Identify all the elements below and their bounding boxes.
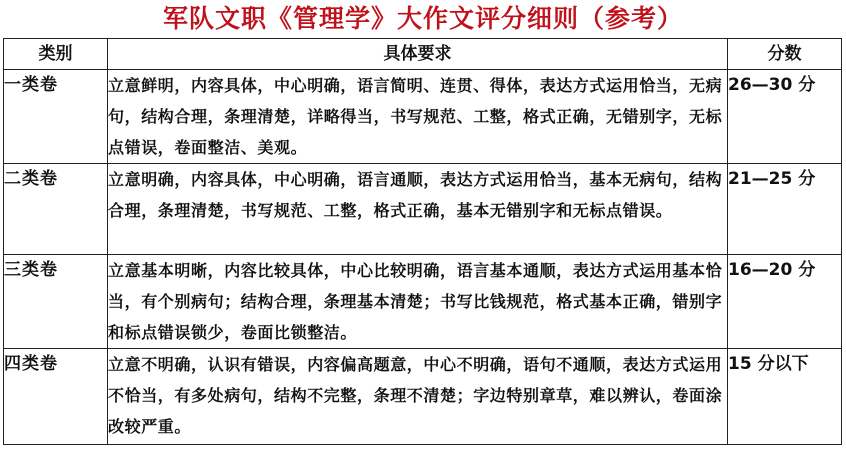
- row-requirements: 立意基本明晰，内容比较具体，中心比较明确，语言基本通顺，表达方式运用基本恰当，有个别病句；结构合理，条理基本清楚；书写比钱规范，格式基本正确，错别字和标点错误锁少，卷面比锁整洁。: [108, 255, 728, 349]
- row-score: 21—25 分: [728, 164, 842, 255]
- row-category: 一类卷: [4, 70, 108, 164]
- row-requirements: 立意不明确，认识有错误，内容偏高题意，中心不明确，语句不通顺，表达方式运用不恰当，有多处病句，结构不完整，条理不清楚；字边特别章草，难以辨认，卷面涂改较严重。: [108, 349, 728, 445]
- table-row: [4, 255, 842, 349]
- table-header-row: [4, 39, 842, 70]
- row-category: 四类卷: [4, 349, 108, 445]
- row-category: 二类卷: [4, 164, 108, 255]
- header-category: 类别: [4, 39, 108, 70]
- scoring-rubric-table: [3, 38, 842, 445]
- table-row: [4, 164, 842, 255]
- header-requirements: 具体要求: [108, 39, 728, 70]
- row-requirements: 立意鲜明，内容具体，中心明确，语言简明、连贯、得体，表达方式运用恰当，无病句，结构合理，条理清楚，详略得当，书写规范、工整，格式正确，无错别字，无标点错误，卷面整洁、美观。: [108, 70, 728, 164]
- header-score: 分数: [728, 39, 842, 70]
- row-score: 26—30 分: [728, 70, 842, 164]
- page-title: 军队文职《管理学》大作文评分细则（参考）: [162, 4, 683, 33]
- row-score: 16—20 分: [728, 255, 842, 349]
- table-row: [4, 349, 842, 445]
- table-row: [4, 70, 842, 164]
- row-score: 15 分以下: [728, 349, 842, 445]
- row-category: 三类卷: [4, 255, 108, 349]
- row-requirements: 立意明确，内容具体，中心明确，语言通顺，表达方式运用恰当，基本无病句，结构合理，条理清楚，书写规范、工整，格式正确，基本无错别字和无标点错误。: [108, 164, 728, 255]
